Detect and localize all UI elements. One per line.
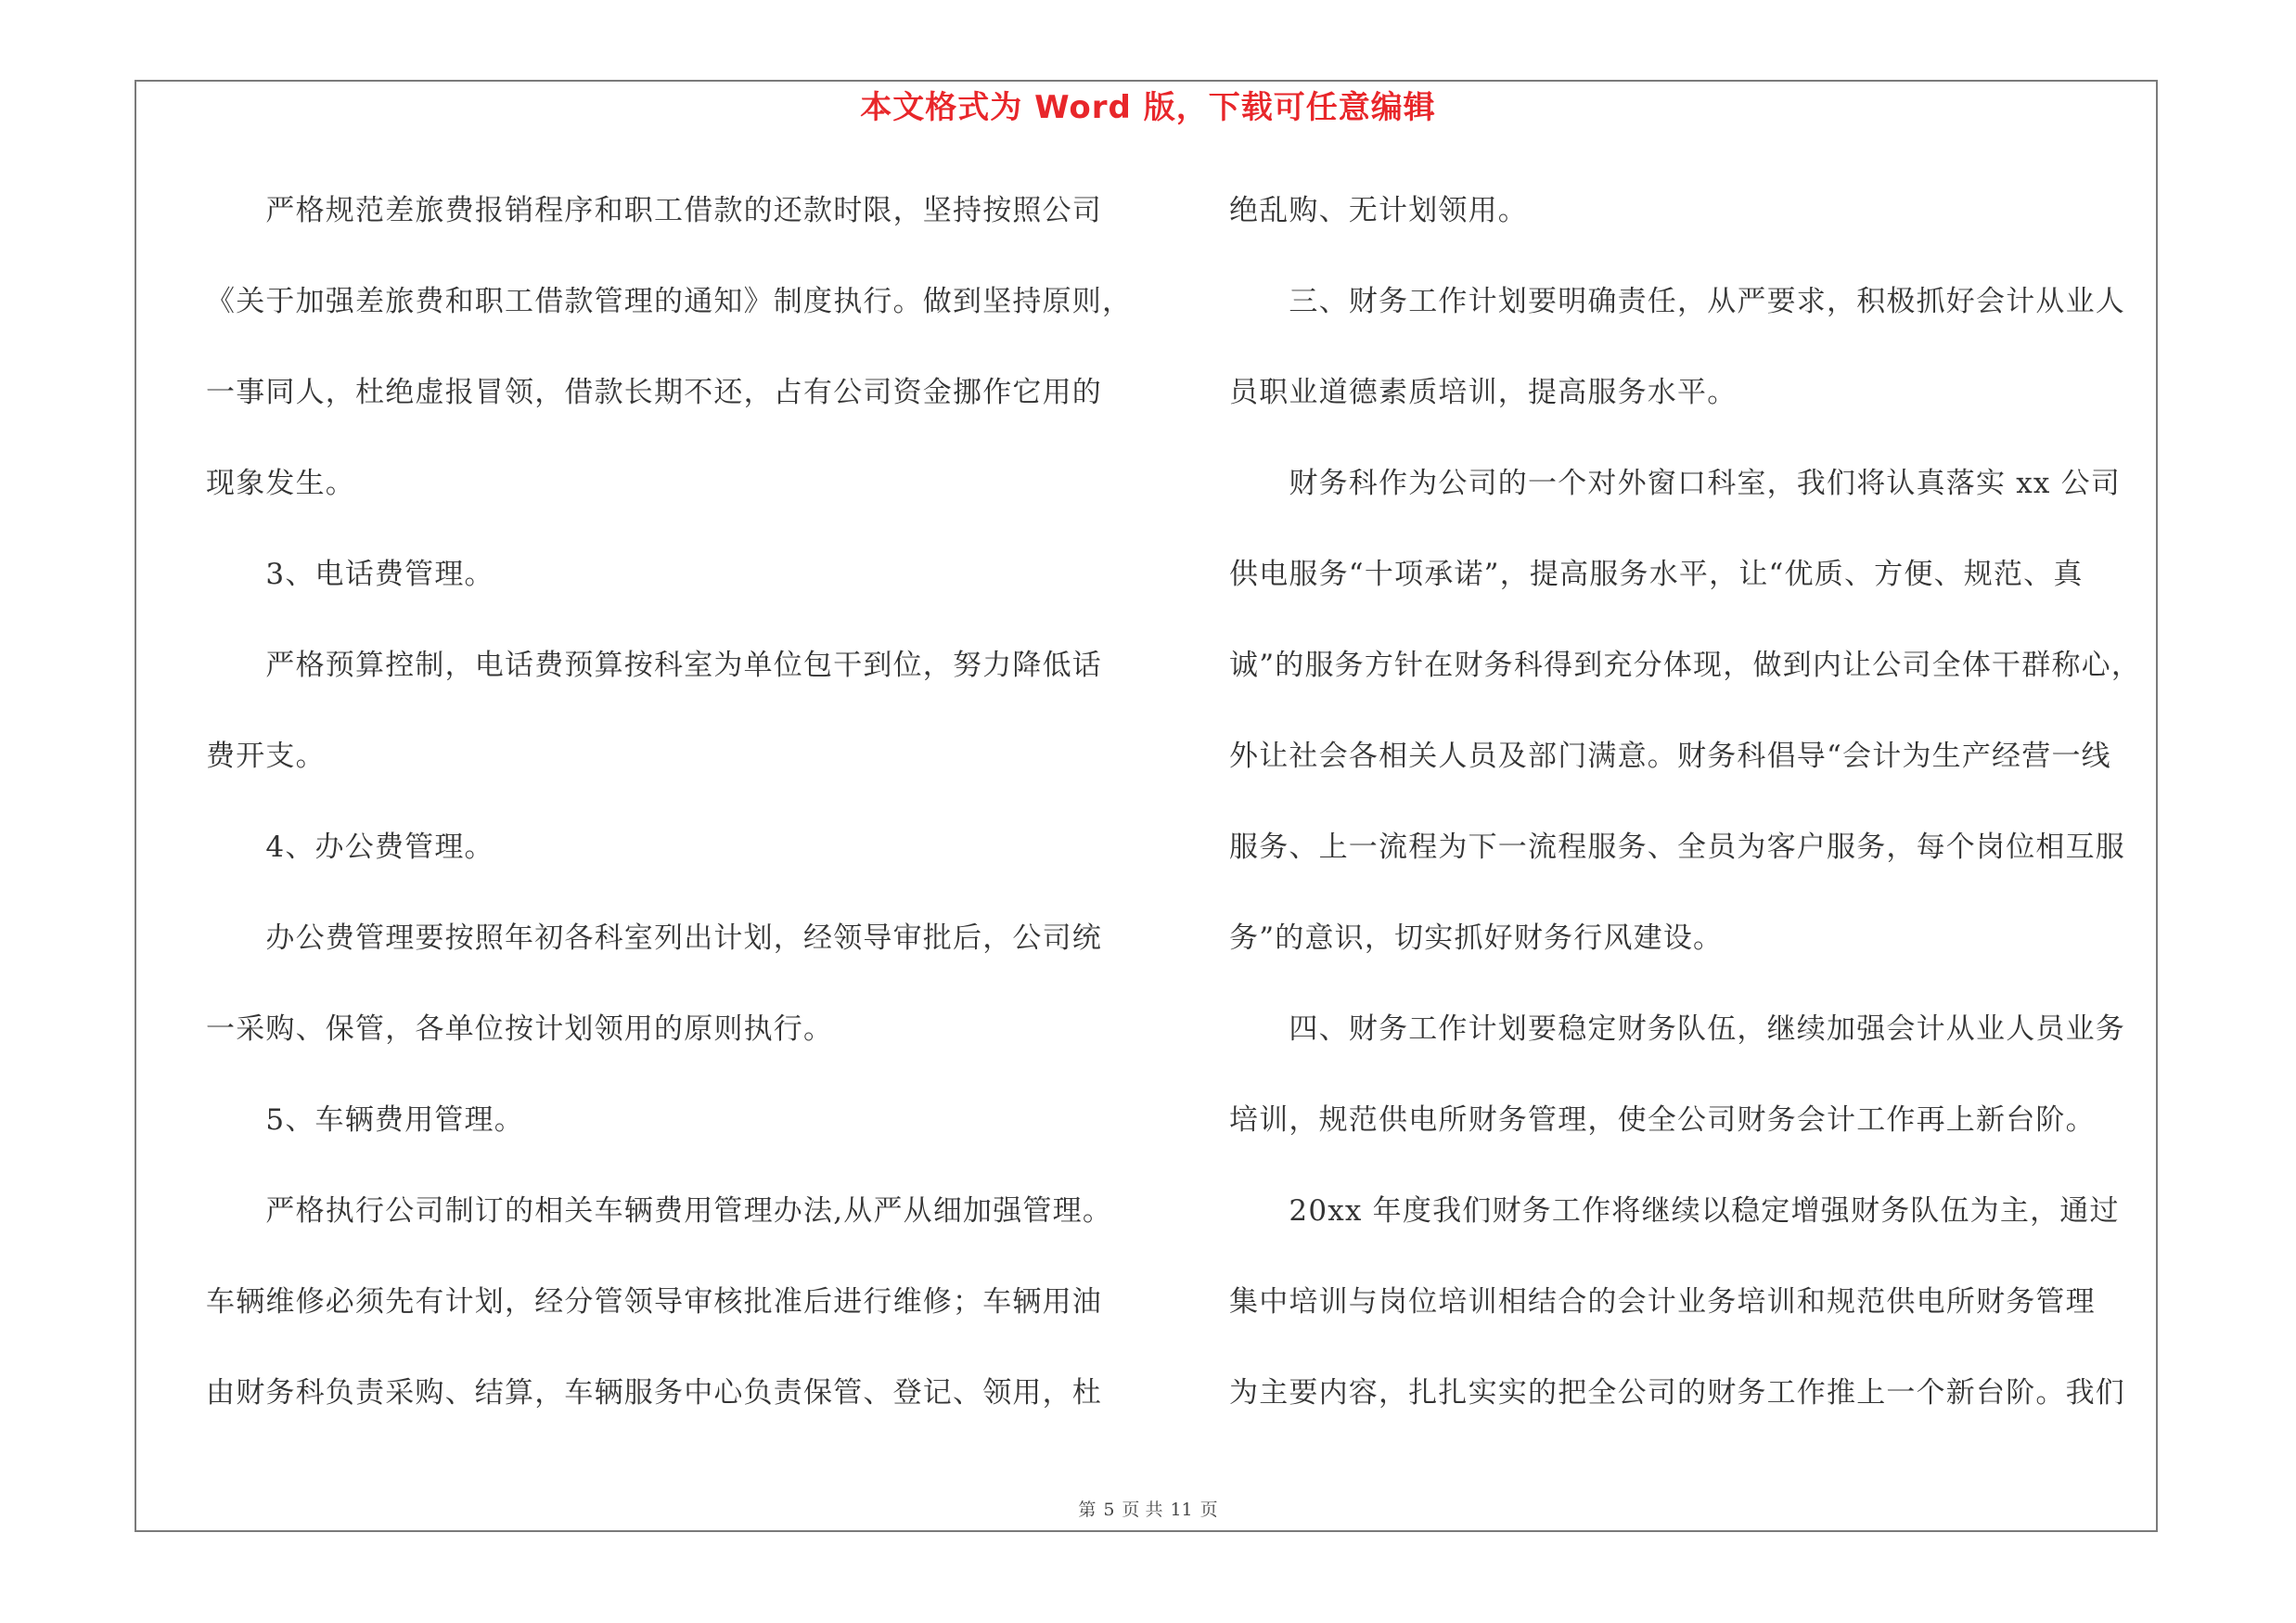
right-line: 诚”的服务方针在财务科得到充分体现，做到内让公司全体干群称心，: [1229, 649, 2142, 682]
right-line: 员职业道德素质培训，提高服务水平。: [1229, 376, 1738, 409]
footer-middle: 页 共: [1122, 1500, 1163, 1520]
section-heading-vehicle: 5、车辆费用管理。: [206, 1103, 524, 1137]
right-line: 20xx 年度我们财务工作将继续以稳定增强财务队伍为主，通过: [1229, 1194, 2120, 1228]
right-line: 三、财务工作计划要明确责任，从严要求，积极抓好会计从业人: [1229, 285, 2125, 318]
right-line: 服务、上一流程为下一流程服务、全员为客户服务，每个岗位相互服: [1229, 831, 2125, 864]
right-line: 四、财务工作计划要稳定财务队伍，继续加强会计从业人员业务: [1229, 1012, 2125, 1046]
left-line: 由财务科负责采购、结算，车辆服务中心负责保管、登记、领用，杜: [206, 1376, 1102, 1410]
left-line: 费开支。: [206, 740, 326, 773]
footer-prefix: 第: [1078, 1500, 1097, 1520]
right-line: 绝乱购、无计划领用。: [1229, 194, 1528, 227]
right-line: 供电服务“十项承诺”，提高服务水平，让“优质、方便、规范、真: [1229, 558, 2084, 591]
left-line: 办公费管理要按照年初各科室列出计划，经领导审批后，公司统: [206, 921, 1102, 955]
left-line: 严格预算控制，电话费预算按科室为单位包干到位，努力降低话: [206, 649, 1102, 682]
left-line: 《关于加强差旅费和职工借款管理的通知》制度执行。做到坚持原则，: [206, 285, 1133, 318]
right-line: 培训，规范供电所财务管理，使全公司财务会计工作再上新台阶。: [1229, 1103, 2096, 1137]
right-line: 为主要内容，扎扎实实的把全公司的财务工作推上一个新台阶。我们: [1229, 1376, 2125, 1410]
left-line: 一事同人，杜绝虚报冒领，借款长期不还，占有公司资金挪作它用的: [206, 376, 1102, 409]
left-line: 车辆维修必须先有计划，经分管领导审核批准后进行维修；车辆用油: [206, 1285, 1102, 1319]
format-notice-banner: 本文格式为 Word 版，下载可任意编辑: [860, 89, 1436, 126]
right-line: 外让社会各相关人员及部门满意。财务科倡导“会计为生产经营一线: [1229, 740, 2111, 773]
left-line: 一采购、保管，各单位按计划领用的原则执行。: [206, 1012, 834, 1046]
right-line: 财务科作为公司的一个对外窗口科室，我们将认真落实 xx 公司: [1229, 467, 2122, 500]
right-column: [1229, 179, 2157, 1452]
section-heading-office: 4、办公费管理。: [206, 831, 494, 864]
left-column: [206, 179, 1134, 1452]
right-line: 务”的意识，切实抓好财务行风建设。: [1229, 921, 1724, 955]
current-page-number: 5: [1103, 1500, 1115, 1520]
page-footer: [0, 1496, 2296, 1521]
right-line: 集中培训与岗位培训相结合的会计业务培训和规范供电所财务管理: [1229, 1285, 2096, 1319]
total-pages-number: 11: [1170, 1500, 1193, 1520]
left-line: 严格执行公司制订的相关车辆费用管理办法,从严从细加强管理。: [206, 1194, 1113, 1228]
left-line: 现象发生。: [206, 467, 355, 500]
footer-suffix: 页: [1199, 1500, 1218, 1520]
section-heading-phone: 3、电话费管理。: [206, 558, 494, 591]
left-line: 严格规范差旅费报销程序和职工借款的还款时限，坚持按照公司: [206, 194, 1102, 227]
